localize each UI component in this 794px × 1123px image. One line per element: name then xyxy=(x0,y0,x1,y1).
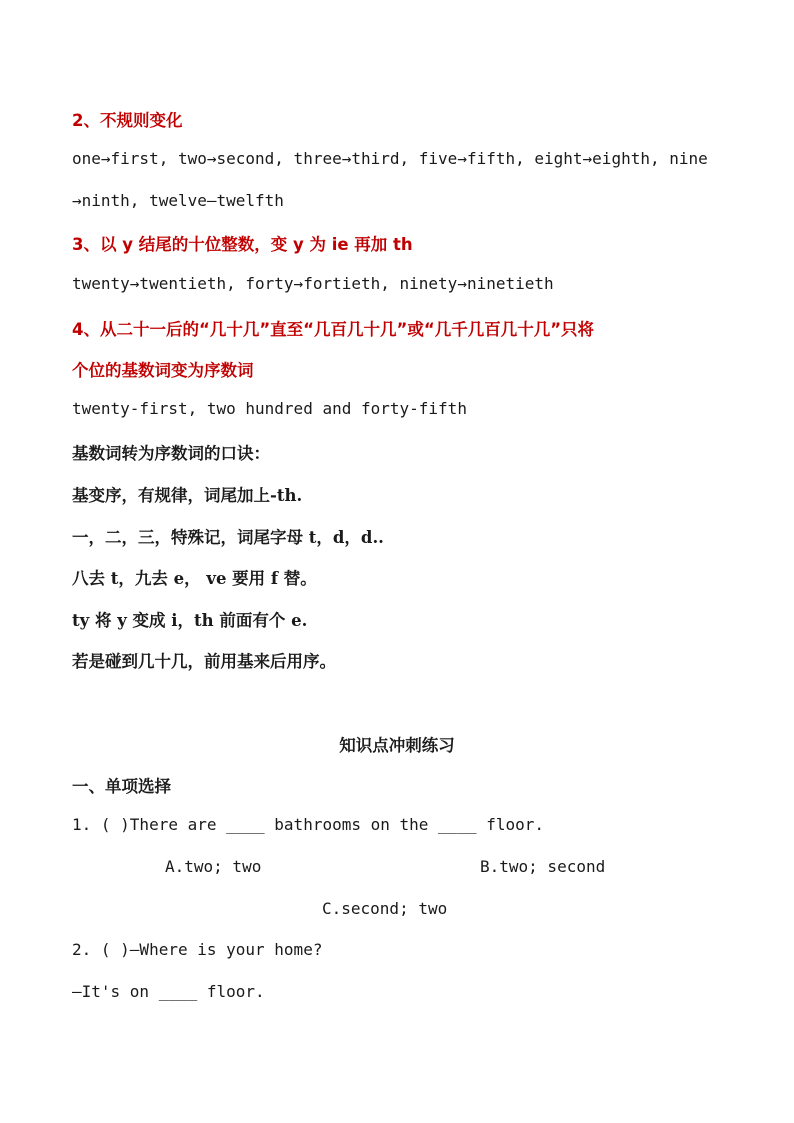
question-2-stem: 2. ( )—Where is your home? xyxy=(72,940,323,959)
question-1-stem: 1. ( )There are ____ bathrooms on the ____ floor. xyxy=(72,815,545,834)
mnemonic-line: 八去 t，九去 e， ve 要用 f 替。 xyxy=(72,569,317,588)
section3-heading: 3、以 y 结尾的十位整数，变 y 为 ie 再加 th xyxy=(72,235,413,254)
mnemonic-line: 一，二，三，特殊记，词尾字母 t，d，d.. xyxy=(72,528,384,547)
section2-line1: one→first, two→second, three→third, five→fifth, eight→eighth, nine xyxy=(72,149,708,168)
section4-example: twenty-first, two hundred and forty-fifth xyxy=(72,399,467,418)
section4-heading-line1: 4、从二十一后的“几十几”直至“几百几十几”或“几千几百几十几”只将 xyxy=(72,320,595,339)
section2-heading: 2、不规则变化 xyxy=(72,111,183,130)
mnemonic-line: 基变序，有规律，词尾加上-th. xyxy=(72,486,303,505)
question-1-option-c: C.second; two xyxy=(322,899,448,918)
question-1-option-b: B.two; second xyxy=(480,857,606,876)
mnemonic-line: ty 将 y 变成 i，th 前面有个 e. xyxy=(72,611,308,630)
mnemonic-title: 基数词转为序数词的口诀： xyxy=(72,444,270,463)
section3-example: twenty→twentieth, forty→fortieth, ninety→ninetieth xyxy=(72,274,554,293)
part-heading: 一、单项选择 xyxy=(72,777,171,796)
practice-title: 知识点冲刺练习 xyxy=(339,736,455,755)
section2-line2: →ninth, twelve—twelfth xyxy=(72,191,284,210)
question-1-option-a: A.two; two xyxy=(165,857,262,876)
mnemonic-line: 若是碰到几十几，前用基来后用序。 xyxy=(72,652,336,671)
question-2-answer-line: —It's on ____ floor. xyxy=(72,982,265,1001)
section4-heading-line2: 个位的基数词变为序数词 xyxy=(72,361,254,380)
